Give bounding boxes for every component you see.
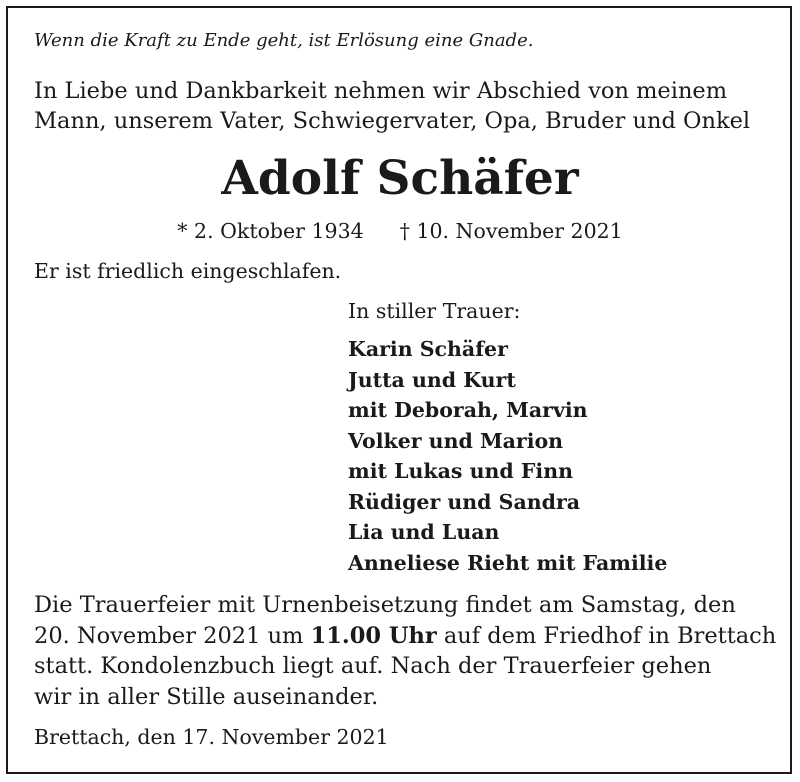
passing-note: Er ist friedlich eingeschlafen. bbox=[34, 259, 342, 283]
mourner: mit Lukas und Finn bbox=[348, 459, 573, 483]
intro-line: In Liebe und Dankbarkeit nehmen wir Abschied von meinem bbox=[34, 78, 728, 104]
motto: Wenn die Kraft zu Ende geht, ist Erlösung eine Gnade. bbox=[34, 30, 534, 51]
mourner: Volker und Marion bbox=[348, 428, 564, 453]
mourner: Karin Schäfer bbox=[348, 337, 508, 361]
mourner: Jutta und Kurt bbox=[348, 367, 516, 392]
ceremony-date: 20. November 2021 um bbox=[34, 622, 311, 649]
mourner: mit Deborah, Marvin bbox=[348, 398, 588, 422]
birth-date: * 2. Oktober 1934 bbox=[177, 219, 364, 243]
ceremony-line bbox=[34, 621, 777, 652]
ceremony-location: auf dem Friedhof in Brettach bbox=[436, 622, 777, 649]
mourner: Anneliese Rieht mit Familie bbox=[348, 550, 668, 575]
intro-line: Mann, unserem Vater, Schwiegervater, Opa, Bruder und Onkel bbox=[34, 108, 751, 134]
ceremony-line: wir in aller Stille auseinander. bbox=[34, 683, 379, 710]
intro-text bbox=[34, 76, 774, 136]
mourner: Lia und Luan bbox=[348, 520, 500, 544]
death-date: † 10. November 2021 bbox=[399, 219, 623, 243]
mourning-label: In stiller Trauer: bbox=[348, 299, 521, 323]
ceremony-info bbox=[34, 590, 777, 712]
ceremony-line: statt. Kondolenzbuch liegt auf. Nach der Trauerfeier gehen bbox=[34, 653, 712, 679]
life-dates bbox=[0, 216, 800, 246]
mourners-list bbox=[348, 334, 667, 578]
ceremony-time: 11.00 Uhr bbox=[310, 622, 437, 649]
place-and-date: Brettach, den 17. November 2021 bbox=[34, 725, 389, 749]
deceased-name: Adolf Schäfer bbox=[221, 151, 579, 206]
mourner: Rüdiger und Sandra bbox=[348, 489, 581, 514]
ceremony-line: Die Trauerfeier mit Urnenbeisetzung findet am Samstag, den bbox=[34, 592, 736, 618]
